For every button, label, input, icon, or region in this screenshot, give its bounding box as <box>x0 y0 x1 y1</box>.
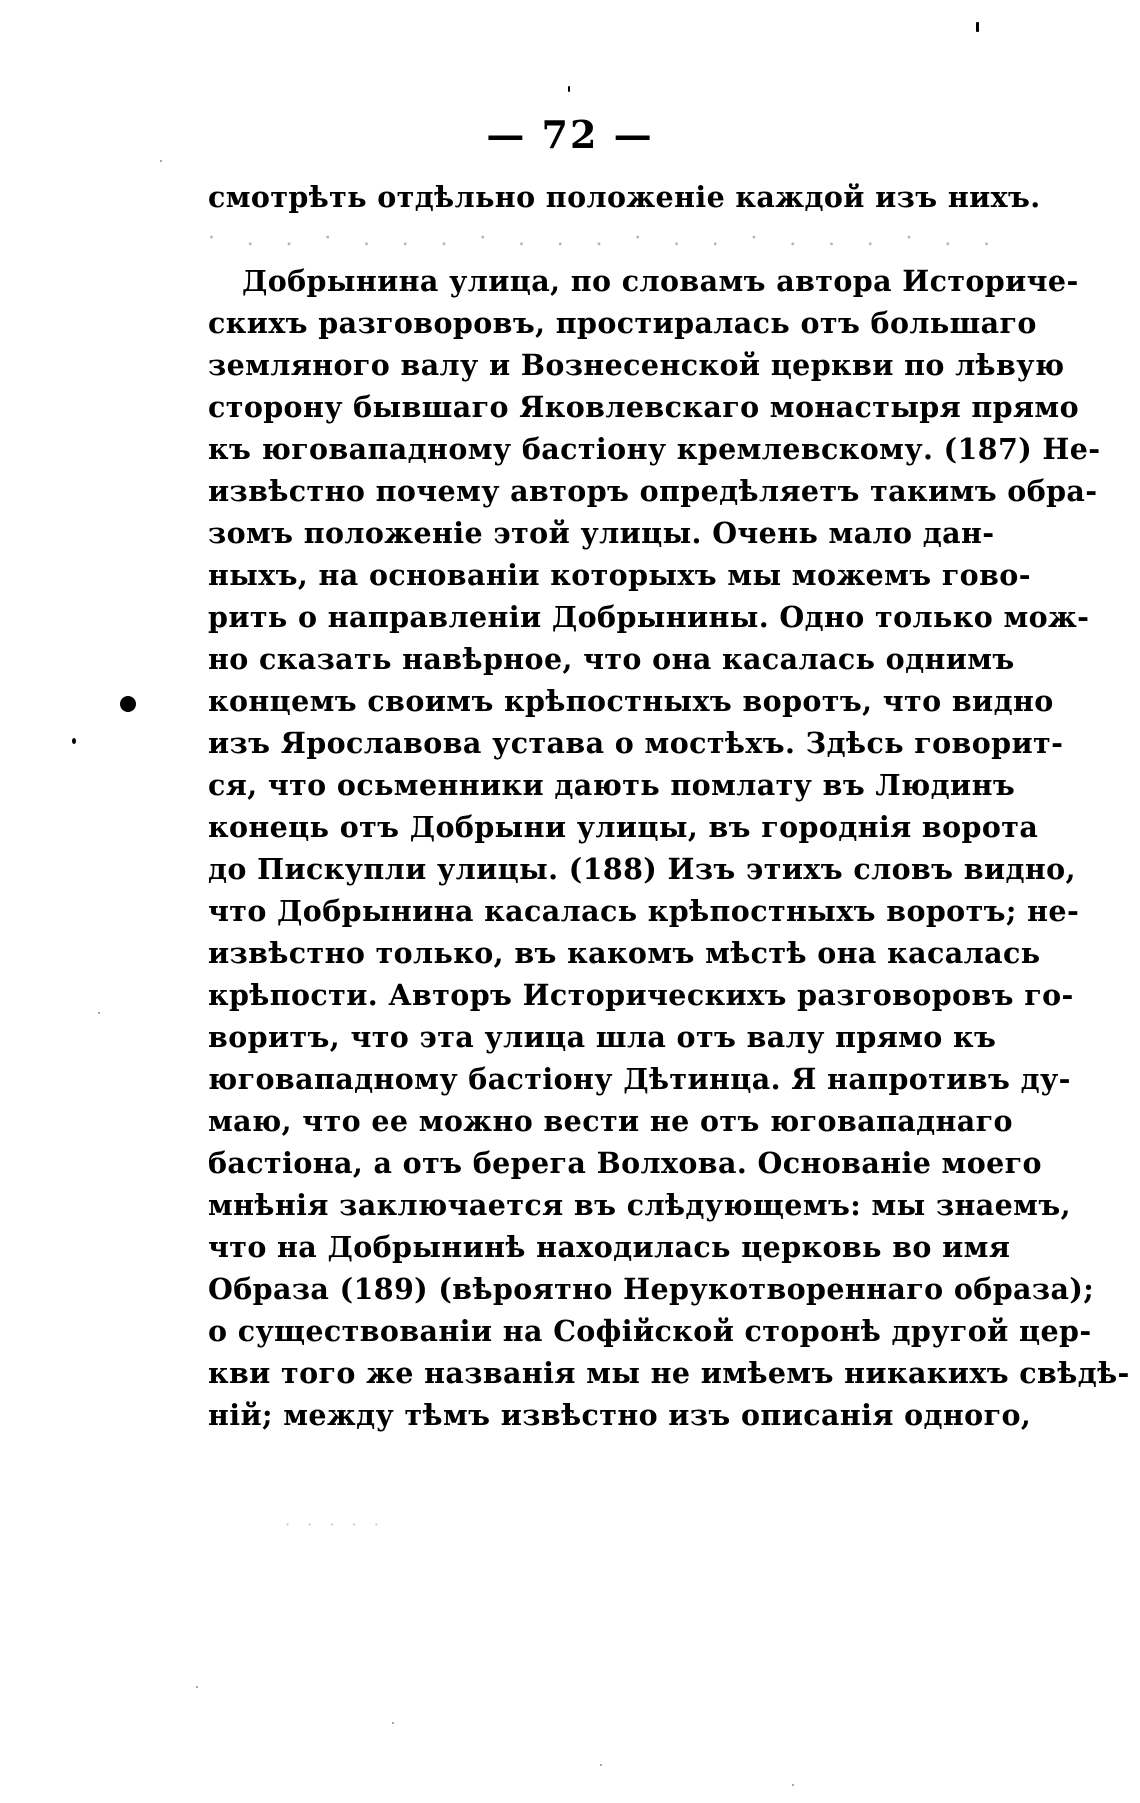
text-line: бастіона, а отъ берега Волхова. Основаніе моего <box>208 1146 1042 1180</box>
ink-blot <box>120 696 136 712</box>
text-line: что Добрынина касалась крѣпостныхъ воротъ; не- <box>208 894 1080 928</box>
text-line: до Пискупли улицы. (188) Изъ этихъ словъ видно, <box>208 852 1076 886</box>
text-line: ся, что осьменники дають помлату въ Людинъ <box>208 768 1016 802</box>
text-line: извѣстно только, въ какомъ мѣстѣ она касалась <box>208 936 1041 970</box>
text-line: кви того же названія мы не имѣемъ никакихъ свѣдѣ- <box>208 1356 1130 1390</box>
text-line: скихъ разговоровъ, простиралась отъ большаго <box>208 306 1037 340</box>
text-line: но сказать навѣрное, что она касалась однимъ <box>208 642 1015 676</box>
text-line: конець отъ Добрыни улицы, въ городнія ворота <box>208 810 1039 844</box>
text-line: что на Добрынинѣ находилась церковь во имя <box>208 1230 1011 1264</box>
body-text <box>208 176 1130 1436</box>
text-line: воритъ, что эта улица шла отъ валу прямо къ <box>208 1020 997 1054</box>
text-line: къ юговападному бастіону кремлевскому. (187) Не- <box>208 432 1101 466</box>
text-line: маю, что ее можно вести не отъ юговападнаго <box>208 1104 1013 1138</box>
ink-speck <box>72 738 76 744</box>
ink-speck <box>98 1012 100 1014</box>
ink-speck <box>568 86 570 92</box>
ink-speck <box>160 160 162 162</box>
text-line: ныхъ, на основаніи которыхъ мы можемъ гово- <box>208 558 1031 592</box>
footer-marks: · · · · · <box>285 1515 385 1534</box>
text-line: рить о направленіи Добрынины. Одно только мож- <box>208 600 1090 634</box>
ink-speck <box>976 22 979 32</box>
ink-speck <box>196 1686 198 1688</box>
text-line: извѣстно почему авторъ опредѣляетъ такимъ обра- <box>208 474 1098 508</box>
text-line: юговападному бастіону Дѣтинца. Я напротивъ ду- <box>208 1062 1071 1096</box>
text-line: изъ Ярославова устава о мостѣхъ. Здѣсь говорит- <box>208 726 1064 760</box>
ink-speck <box>792 1784 794 1786</box>
text-line: мнѣнія заключается въ слѣдующемъ: мы знаемъ, <box>208 1188 1071 1222</box>
ink-speck <box>392 1722 394 1724</box>
text-line: Образа (189) (вѣроятно Нерукотвореннаго образа); <box>208 1272 1095 1306</box>
text-line: сторону бывшаго Яковлевскаго монастыря прямо <box>208 390 1079 424</box>
text-line: крѣпости. Авторъ Историческихъ разговоровъ го- <box>208 978 1074 1012</box>
text-line: зомъ положеніе этой улицы. Очень мало дан- <box>208 516 995 550</box>
text-line: о существованіи на Софійской сторонѣ другой цер- <box>208 1314 1092 1348</box>
text-line: концемъ своимъ крѣпостныхъ воротъ, что видно <box>208 684 1054 718</box>
page-number: — 72 — <box>486 112 654 157</box>
ink-speck <box>600 1764 602 1766</box>
text-line: Добрынина улица, по словамъ автора Историче- <box>242 264 1079 298</box>
text-line: земляного валу и Вознесенской церкви по лѣвую <box>208 348 1065 382</box>
text-line: ній; между тѣмъ извѣстно изъ описанія одного, <box>208 1398 1032 1432</box>
text-line: смотрѣть отдѣльно положеніе каждой изъ нихъ. <box>208 180 1041 214</box>
faint-text-line: · . . · . . . · . . . · . . · . . . · . . <box>208 226 992 251</box>
